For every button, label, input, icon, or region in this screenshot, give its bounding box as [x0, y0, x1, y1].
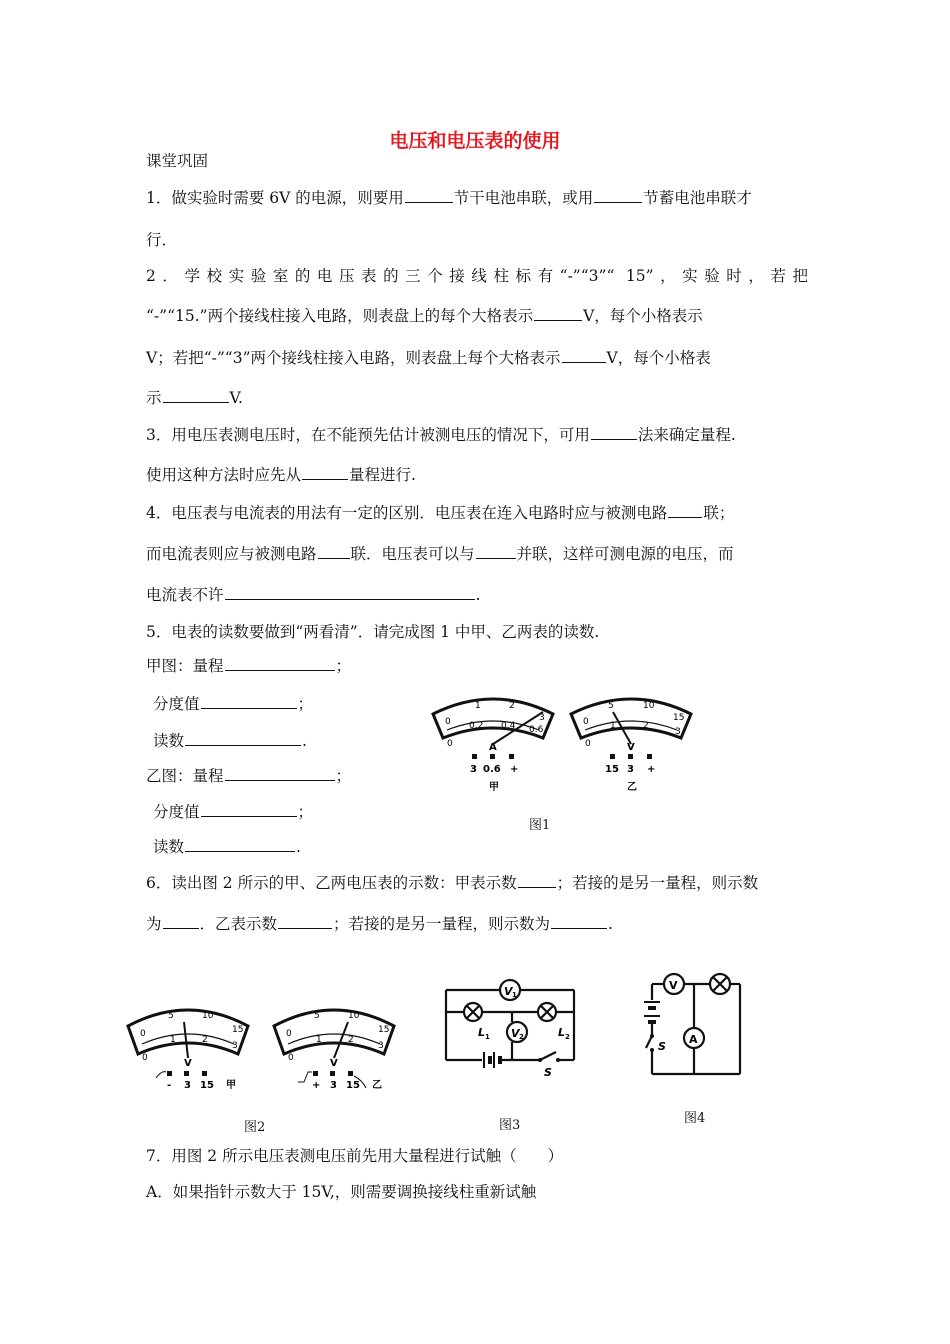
answer-blank[interactable]: [668, 503, 702, 518]
svg-text:5: 5: [608, 701, 614, 711]
svg-text:10: 10: [348, 1011, 360, 1021]
svg-text:0: 0: [142, 1053, 148, 1063]
svg-text:3: 3: [330, 1080, 337, 1091]
q5-jia-division: 分度值 ；: [153, 695, 314, 713]
svg-text:V: V: [669, 979, 678, 992]
figure-3-circuit: [440, 972, 580, 1082]
answer-blank[interactable]: [476, 544, 516, 559]
svg-text:15: 15: [200, 1080, 214, 1091]
answer-blank[interactable]: [302, 465, 348, 480]
svg-text:+: +: [510, 764, 519, 775]
ammeter-jia: [433, 699, 553, 793]
svg-text:2: 2: [202, 1035, 208, 1045]
svg-text:乙: 乙: [627, 782, 637, 793]
figure-4-circuit: [626, 964, 756, 1084]
svg-text:3: 3: [675, 727, 681, 737]
svg-text:+: +: [312, 1080, 321, 1091]
question-6-line-2: 为 ．乙表示数 ；若接的是另一量程，则示数为 .: [146, 915, 613, 933]
question-1-line-1: 1．做实验时需要 6V 的电源，则要用 节干电池串联，或用 节蓄电池串联才: [146, 189, 752, 207]
answer-blank[interactable]: [185, 837, 295, 852]
svg-text:V: V: [504, 985, 513, 998]
svg-text:3: 3: [378, 1041, 384, 1051]
svg-text:-: -: [167, 1080, 172, 1091]
svg-text:0: 0: [447, 739, 453, 749]
svg-text:0: 0: [140, 1029, 146, 1039]
question-1-line-2: 行．: [146, 231, 178, 249]
question-7-stem: 7．用图 2 所示电压表测电压前先用大量程进行试触（ ）: [146, 1147, 564, 1165]
svg-text:3: 3: [184, 1080, 191, 1091]
question-3-line-2: 使用这种方法时应先从 量程进行.: [146, 466, 416, 484]
question-7-option-a: A．如果指针示数大于 15V,，则需要调换接线柱重新试触: [146, 1183, 537, 1201]
svg-text:10: 10: [643, 701, 655, 711]
svg-text:甲: 甲: [226, 1080, 236, 1091]
figure-2-caption: 图2: [244, 1120, 266, 1135]
svg-text:1: 1: [610, 721, 616, 731]
svg-text:+: +: [647, 764, 656, 775]
answer-blank[interactable]: [225, 766, 335, 781]
svg-text:3: 3: [232, 1041, 238, 1051]
figure-1-caption: 图1: [529, 818, 551, 833]
svg-text:0.4: 0.4: [501, 721, 516, 731]
question-2-line-1: 2．学校实验室的电压表的三个接线柱标有“-”“3”“ 15”，实验时，若把: [146, 267, 808, 285]
figure-4-caption: 图4: [684, 1111, 706, 1126]
answer-blank[interactable]: [225, 585, 475, 600]
svg-text:2: 2: [348, 1035, 354, 1045]
answer-blank[interactable]: [278, 914, 332, 929]
answer-blank[interactable]: [591, 425, 637, 440]
answer-blank[interactable]: [225, 656, 335, 671]
q5-yi-reading: 读数 .: [153, 838, 301, 856]
svg-text:S: S: [544, 1066, 552, 1079]
svg-text:甲: 甲: [489, 782, 499, 793]
question-4-line-2: 而电流表则应与被测电路 联．电压表可以与 并联，这样可测电源的电压，而: [146, 545, 734, 563]
svg-text:A: A: [689, 1033, 698, 1046]
answer-blank[interactable]: [185, 731, 301, 746]
svg-text:0: 0: [583, 717, 589, 727]
question-2-line-3: V；若把“-”“3”两个接线柱接入电路，则表盘上每个大格表示 V，每个小格表: [146, 349, 711, 367]
q5-yi-division: 分度值 ；: [153, 803, 314, 821]
answer-blank[interactable]: [201, 802, 297, 817]
svg-text:15: 15: [673, 713, 685, 723]
answer-blank[interactable]: [594, 188, 642, 203]
q5-yi-range: 乙图：量程 ；: [146, 767, 352, 785]
svg-text:15: 15: [346, 1080, 360, 1091]
svg-text:2: 2: [565, 1033, 570, 1041]
question-6-line-1: 6．读出图 2 所示的甲、乙两电压表的示数：甲表示数 ；若接的是另一量程，则示数: [146, 874, 759, 892]
answer-blank[interactable]: [201, 694, 297, 709]
section-heading: 课堂巩固: [146, 152, 209, 170]
page-title: 电压和电压表的使用: [389, 130, 561, 152]
answer-blank[interactable]: [163, 388, 229, 403]
svg-text:1: 1: [316, 1035, 322, 1045]
question-2-line-4: 示 V.: [146, 389, 243, 407]
svg-text:3: 3: [470, 764, 477, 775]
svg-text:0.6: 0.6: [483, 764, 501, 775]
answer-blank[interactable]: [163, 914, 199, 929]
voltmeter-yi: [571, 699, 691, 793]
svg-text:1: 1: [512, 991, 517, 999]
svg-text:15: 15: [232, 1025, 244, 1035]
answer-blank[interactable]: [405, 188, 453, 203]
answer-blank[interactable]: [518, 873, 556, 888]
svg-text:0: 0: [286, 1029, 292, 1039]
svg-text:V: V: [511, 1027, 520, 1040]
answer-blank[interactable]: [551, 914, 607, 929]
svg-text:1: 1: [475, 701, 481, 711]
voltmeter-jia: [128, 1010, 248, 1091]
svg-text:V: V: [330, 1058, 338, 1069]
svg-text:乙: 乙: [372, 1080, 382, 1091]
svg-text:V: V: [184, 1058, 192, 1069]
question-4-line-3: 电流表不许 .: [146, 586, 481, 604]
svg-text:0.6: 0.6: [529, 725, 544, 735]
svg-text:10: 10: [202, 1011, 214, 1021]
svg-text:3: 3: [627, 764, 634, 775]
svg-text:V: V: [627, 742, 635, 753]
svg-text:3: 3: [539, 713, 545, 723]
svg-text:1: 1: [170, 1035, 176, 1045]
svg-text:2: 2: [643, 721, 649, 731]
svg-text:S: S: [658, 1040, 666, 1053]
svg-text:L: L: [478, 1026, 486, 1039]
question-2-line-2: “-”“15.”两个接线柱接入电路，则表盘上的每个大格表示 V，每个小格表示: [146, 307, 703, 325]
svg-text:1: 1: [485, 1033, 490, 1041]
svg-text:2: 2: [519, 1033, 524, 1041]
svg-text:L: L: [558, 1026, 566, 1039]
svg-text:A: A: [489, 742, 497, 753]
svg-text:0.2: 0.2: [469, 721, 484, 731]
svg-text:0: 0: [445, 717, 451, 727]
answer-blank[interactable]: [562, 348, 606, 363]
svg-text:0: 0: [585, 739, 591, 749]
voltmeter-yi: [274, 1010, 394, 1091]
q5-jia-reading: 读数 .: [153, 732, 307, 750]
svg-text:2: 2: [509, 701, 515, 711]
svg-text:5: 5: [314, 1011, 320, 1021]
svg-text:15: 15: [605, 764, 619, 775]
question-5-stem: 5．电表的读数要做到“两看清”．请完成图 1 中甲、乙两表的读数.: [146, 623, 600, 641]
q5-jia-range: 甲图：量程 ；: [146, 657, 352, 675]
answer-blank[interactable]: [534, 306, 582, 321]
question-3-line-1: 3．用电压表测电压时，在不能预先估计被测电压的情况下，可用 法来确定量程.: [146, 426, 736, 444]
answer-blank[interactable]: [318, 544, 350, 559]
figure-3-caption: 图3: [499, 1118, 521, 1133]
svg-text:0: 0: [288, 1053, 294, 1063]
question-4-line-1: 4．电压表与电流表的用法有一定的区别．电压表在连入电路时应与被测电路 联；: [146, 504, 735, 522]
svg-text:15: 15: [378, 1025, 390, 1035]
figure-1-meters: [425, 686, 705, 798]
svg-text:5: 5: [168, 1011, 174, 1021]
figure-2-voltmeters: [122, 996, 412, 1092]
